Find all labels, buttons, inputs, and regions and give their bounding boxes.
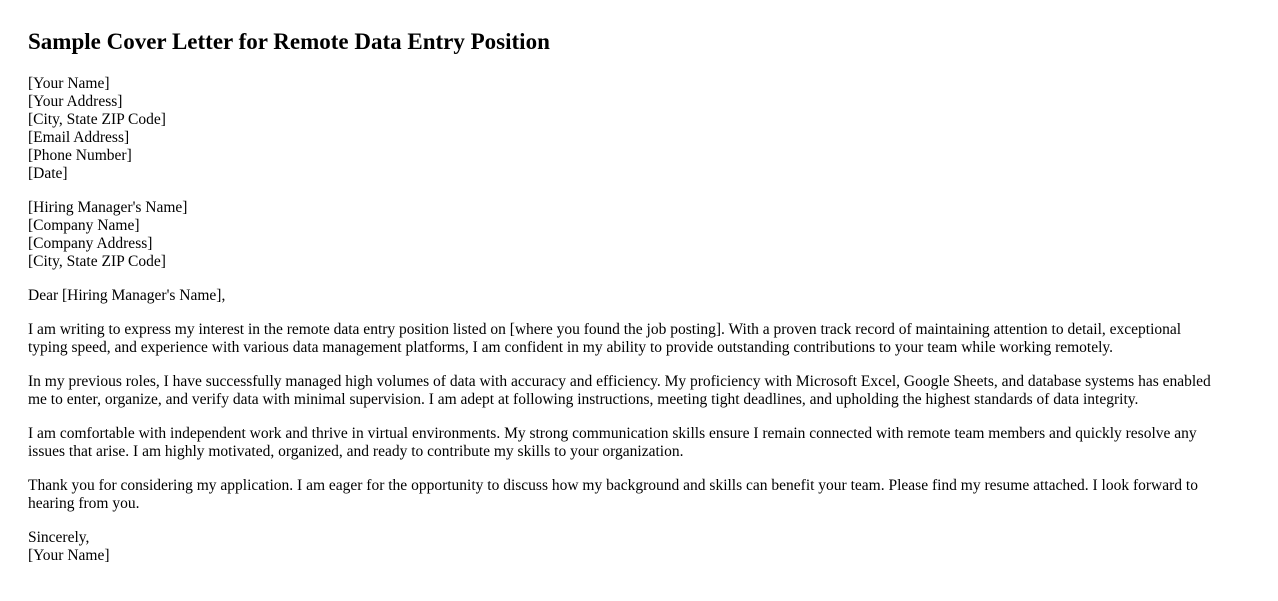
paragraph-line: hearing from you.: [28, 495, 140, 512]
paragraph-remote-skills: [28, 425, 1250, 461]
paragraph-line: I am writing to express my interest in the remote data entry position listed on [where you found the job posting]. With a proven track record of maintaining attention to detail, exceptional: [28, 321, 1182, 338]
sender-phone: [Phone Number]: [28, 147, 132, 164]
salutation: Dear [Hiring Manager's Name],: [28, 287, 226, 304]
paragraph-line: In my previous roles, I have successfully managed high volumes of data with accuracy and efficiency. My proficiency with Microsoft Excel, Google Sheets, and database systems has enabled: [28, 373, 1211, 390]
recipient-address-block: [28, 199, 1250, 271]
letter-date: [Date]: [28, 165, 68, 182]
sender-email: [Email Address]: [28, 129, 130, 146]
paragraph-line: I am comfortable with independent work and thrive in virtual environments. My strong communication skills ensure I remain connected with remote team members and quickly resolve any: [28, 425, 1197, 442]
sender-city-state-zip: [City, State ZIP Code]: [28, 111, 166, 128]
sender-address-block: [28, 75, 1250, 183]
page-title: Sample Cover Letter for Remote Data Entry Position: [28, 29, 550, 54]
paragraph-experience: [28, 373, 1250, 409]
recipient-address: [Company Address]: [28, 235, 153, 252]
recipient-company: [Company Name]: [28, 217, 140, 234]
sender-name: [Your Name]: [28, 75, 110, 92]
paragraph-line: issues that arise. I am highly motivated, organized, and ready to contribute my skills to your organization.: [28, 443, 684, 460]
signature-name: [Your Name]: [28, 547, 110, 564]
paragraph-interest: [28, 321, 1250, 357]
recipient-city-state-zip: [City, State ZIP Code]: [28, 253, 166, 270]
paragraph-thank-you: [28, 477, 1250, 513]
paragraph-line: Thank you for considering my application. I am eager for the opportunity to discuss how my background and skills can benefit your team. Please find my resume attached. I look forward to: [28, 477, 1198, 494]
sender-address: [Your Address]: [28, 93, 123, 110]
sign-off: Sincerely,: [28, 529, 90, 546]
closing-block: [28, 529, 1250, 565]
paragraph-line: me to enter, organize, and verify data with minimal supervision. I am adept at following instructions, meeting tight deadlines, and upholding the highest standards of data integrity.: [28, 391, 1139, 408]
recipient-name: [Hiring Manager's Name]: [28, 199, 188, 216]
paragraph-line: typing speed, and experience with various data management platforms, I am confident in my ability to provide outstanding contributions to your team while working remotely.: [28, 339, 1114, 356]
